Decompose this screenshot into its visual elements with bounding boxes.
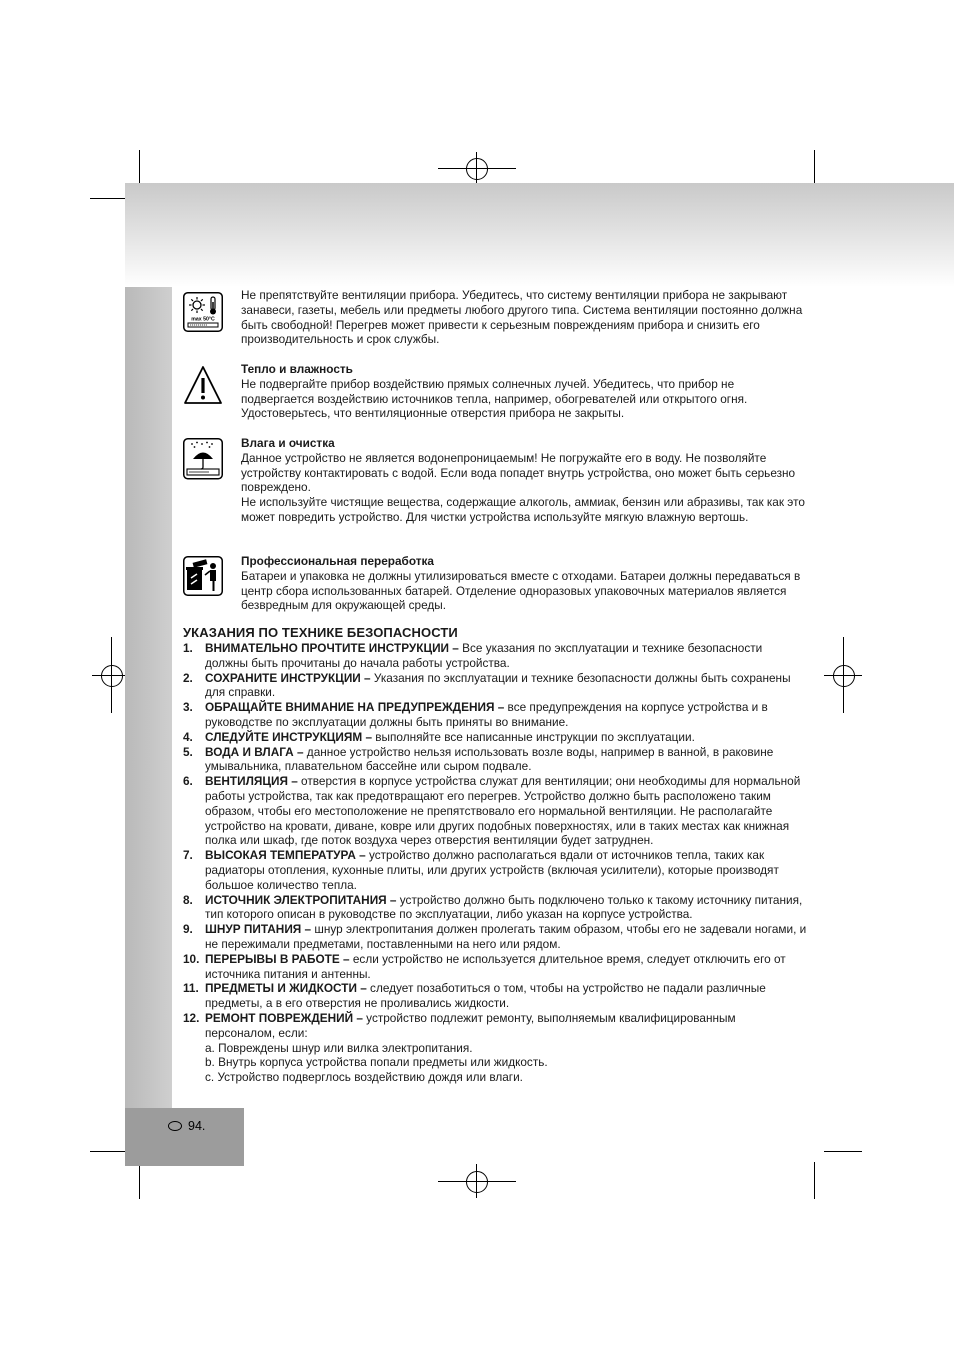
list-item [183, 774, 808, 848]
list-item-number: 9. [183, 922, 193, 937]
list-item-body [205, 671, 808, 701]
crop-mark [90, 1151, 130, 1152]
list-item-text: шнур электропитания должен пролегать таким образом, чтобы его не задевали ногами, и не пережимали предметами, поставленными на него или рядом. [205, 922, 807, 951]
block-paragraph: Не препятствуйте вентиляции прибора. Убедитесь, что систему вентиляции прибора не закрывают занавеси, газеты, мебель или предметы любого другого типа. Система вентиляции постоянно должна быть свободной! Перегрев может привести к серьезным повреждениям прибора и снизить его производительность и срок службы. [241, 288, 803, 347]
block-paragraph: Батареи и упаковка не должны утилизироваться вместе с отходами. Батареи должны передаваться в центр сбора использованных батарей. Отделение одноразовых упаковочных материалов является безвредным для окружающей среды. [241, 568, 801, 613]
block-paragraph: Данное устройство не является водонепроницаемым! Не погружайте его в воду. Не позволяйте устройству контактировать с водой. Если вода попадет внутрь устройства, оно может быть серьезно повреждено. [241, 450, 796, 495]
list-item [183, 922, 808, 952]
list-item-label: ШНУР ПИТАНИЯ – [205, 922, 312, 937]
list-item [183, 671, 808, 701]
list-item-body [205, 730, 808, 745]
block-heading: Влага и очистка [241, 436, 335, 450]
crop-mark [824, 1151, 862, 1152]
list-item [183, 730, 808, 745]
crop-mark [814, 150, 815, 187]
list-item-label: ВЕНТИЛЯЦИЯ – [205, 774, 298, 789]
list-item-body [205, 641, 808, 671]
list-item [183, 641, 808, 671]
side-bar [125, 287, 172, 1110]
list-item-body [205, 745, 808, 775]
repair-condition-item: b. Внутрь корпуса устройства попали предметы или жидкость. [205, 1055, 548, 1070]
language-marker-icon [168, 1121, 182, 1131]
list-item-text: устройство должно располагаться вдали от источников тепла, таких как радиаторы отопления, кухонные плиты, или других устройств (включая усилители), которые производят большое количество тепла. [205, 848, 779, 892]
list-item-text: все предупреждения на корпусе устройства и в руководстве по эксплуатации должны быть приняты во внимание. [205, 700, 768, 729]
list-item-text: если устройство не используется длительное время, следует отключить его от источника питания и антенны. [205, 951, 786, 981]
list-item-number: 10. [183, 951, 200, 966]
list-item-label: ПЕРЕРЫВЫ В РАБОТЕ – [205, 951, 350, 966]
list-item [183, 1011, 808, 1041]
crop-mark [139, 150, 140, 187]
moisture-umbrella-icon [183, 438, 223, 478]
heat-humidity-block [241, 362, 807, 421]
list-item [183, 745, 808, 775]
list-item-number: 4. [183, 729, 193, 744]
list-item-label: ВОДА И ВЛАГА – [205, 744, 304, 759]
list-item-body [205, 700, 808, 730]
moisture-cleaning-block [241, 436, 807, 525]
crop-mark [139, 1162, 140, 1199]
list-item-body [205, 952, 808, 982]
list-item-text: Все указания по эксплуатации и технике безопасности должны быть прочитаны до начала работы устройства. [205, 641, 763, 670]
repair-conditions [205, 1041, 808, 1085]
list-item-label: РЕМОНТ ПОВРЕЖДЕНИЙ – [205, 1010, 363, 1025]
ventilation-max-temp-icon [183, 292, 223, 332]
list-item [183, 952, 808, 982]
list-item-number: 11. [183, 981, 199, 996]
ventilation-block [241, 288, 807, 347]
list-item-label: ВНИМАТЕЛЬНО ПРОЧТИТЕ ИНСТРУКЦИИ – [205, 641, 459, 655]
repair-condition-item: a. Повреждены шнур или вилка электропитания. [205, 1040, 473, 1055]
list-item-number: 3. [183, 700, 193, 715]
list-item-body [205, 981, 808, 1011]
list-item-number: 1. [183, 641, 193, 655]
warning-triangle-icon [183, 364, 223, 404]
header-band [125, 183, 954, 287]
block-paragraph: Не используйте чистящие вещества, содержащие алкоголь, аммиак, бензин или абразивы, так как это может повредить устройство. Для чистки устройства используйте мягкую влажную вертошь. [241, 495, 805, 524]
crop-mark [814, 1162, 815, 1199]
repair-condition-item: c. Устройство подверглось воздействию дождя или влаги. [205, 1070, 523, 1085]
recycling-bin-icon [183, 556, 223, 596]
list-item-text: устройство должно быть подключено только к такому источнику питания, тип которого описан в руководстве по эксплуатации, либо указан на корпусе устройства. [205, 892, 803, 922]
list-item-number: 2. [183, 670, 193, 685]
list-item-body [205, 848, 808, 892]
list-item-body [205, 922, 808, 952]
list-item-label: ОБРАЩАЙТЕ ВНИМАНИЕ НА ПРЕДУПРЕЖДЕНИЯ – [205, 700, 505, 715]
list-item-number: 6. [183, 774, 193, 789]
block-heading: Тепло и влажность [241, 362, 353, 376]
recycling-block [241, 554, 807, 613]
list-item [183, 893, 808, 923]
list-item [183, 848, 808, 892]
list-item-number: 12. [183, 1010, 200, 1025]
crop-mark [90, 198, 130, 199]
list-item-text: данное устройство нельзя использовать возле воды, например в ванной, в раковине умывальника, плавательном бассейне или сыром подвале. [205, 744, 774, 774]
list-item-number: 8. [183, 892, 193, 907]
list-item-number: 5. [183, 744, 193, 759]
max-temp-label: max 50°C [191, 316, 215, 323]
list-item-label: ИСТОЧНИК ЭЛЕКТРОПИТАНИЯ – [205, 892, 397, 907]
list-item-text: Указания по эксплуатации и технике безопасности должны быть сохранены для справки. [205, 670, 791, 700]
list-item-label: СОХРАНИТЕ ИНСТРУКЦИИ – [205, 670, 371, 685]
list-item-text: устройство подлежит ремонту, выполняемым квалифицированным персоналом, если: [205, 1010, 736, 1040]
list-item-label: ВЫСОКАЯ ТЕМПЕРАТУРА – [205, 848, 366, 863]
list-item-body [205, 1011, 808, 1041]
page-number: 94. [168, 1119, 205, 1133]
list-item-text: отверстия в корпусе устройства служат для вентиляции; они необходимы для нормальной работы устройства, так как предотвращают его перегрев. Устройство должно быть расположено таким образом, чтобы его местоположение не препятствовало его нормальной вентиляции. Не располагайте устройство на кровати, диване, ковре или других подобных поверхностях, или в таких местах как книжная полка или шкаф, где поток воздуха через отверстия вентиляции будет затруднен. [205, 774, 801, 848]
list-item-label: СЛЕДУЙТЕ ИНСТРУКЦИЯМ – [205, 729, 373, 744]
block-heading: Профессиональная переработка [241, 554, 434, 568]
list-item [183, 700, 808, 730]
list-item [183, 981, 808, 1011]
page-tab [125, 1108, 244, 1166]
list-item-body [205, 893, 808, 923]
block-paragraph: Не подвергайте прибор воздействию прямых солнечных лучей. Убедитесь, что прибор не подвергается воздействию источников тепла, например, обогревателей или открытого огня. Удостоверьтесь, что вентиляционные отверстия прибора не закрыты. [241, 376, 748, 421]
safety-list [183, 641, 808, 1085]
list-item-text: следует позаботиться о том, чтобы на устройство не падали различные предметы, а в его отверстия не проливались жидкости. [205, 981, 766, 1011]
list-item-text: выполняйте все написанные инструкции по эксплуатации. [372, 729, 695, 744]
list-item-label: ПРЕДМЕТЫ И ЖИДКОСТИ – [205, 981, 367, 996]
list-item-number: 7. [183, 848, 193, 863]
section-title: УКАЗАНИЯ ПО ТЕХНИКЕ БЕЗОПАСНОСТИ [183, 625, 458, 640]
list-item-body [205, 774, 808, 848]
